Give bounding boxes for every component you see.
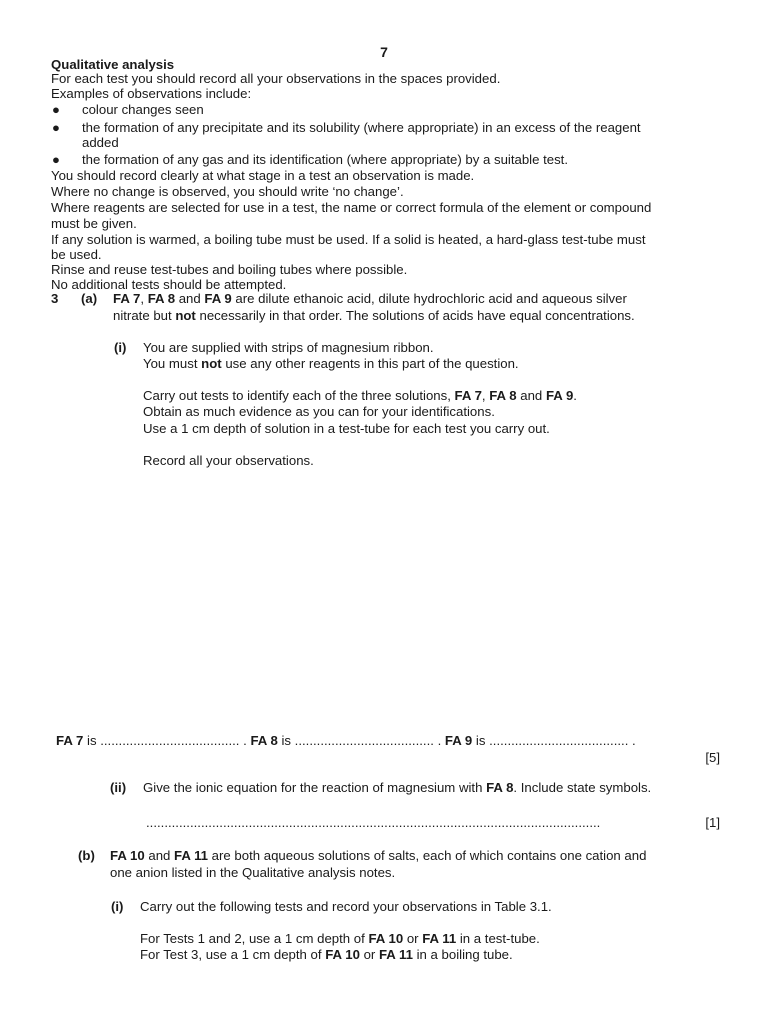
rule-line: If any solution is warmed, a boiling tube must be used. If a solid is heated, a hard-glass test-tube must	[51, 232, 646, 247]
rule-line: Where no change is observed, you should write ‘no change’.	[51, 184, 404, 199]
bullet-icon: ●	[52, 120, 60, 135]
rule-line: You should record clearly at what stage in a test an observation is made.	[51, 168, 475, 183]
identification-answer-line[interactable]: FA 7 is ...................................... . FA 8 is ...................................... . FA 9 is ...................................... .	[56, 733, 636, 748]
b-i-line-1: Carry out the following tests and record your observations in Table 3.1.	[140, 899, 552, 914]
rule-line: Where reagents are selected for use in a test, the name or correct formula of the element or compound	[51, 200, 652, 215]
part-label-b: (b)	[78, 848, 95, 863]
marks-a-ii: [1]	[705, 815, 720, 830]
bullet-item: the formation of any gas and its identification (where appropriate) by a suitable test.	[82, 152, 569, 167]
a-i-line-5: Use a 1 cm depth of solution in a test-tube for each test you carry out.	[143, 421, 550, 436]
bullet-icon: ●	[52, 102, 60, 117]
b-i-line-3: For Test 3, use a 1 cm depth of FA 10 or FA 11 in a boiling tube.	[140, 947, 513, 962]
a-i-line-4: Obtain as much evidence as you can for your identifications.	[143, 404, 495, 419]
a-i-line-1: You are supplied with strips of magnesium ribbon.	[143, 340, 434, 355]
sub-label-a-ii: (ii)	[110, 780, 127, 795]
intro-line-1: For each test you should record all your observations in the spaces provided.	[51, 71, 501, 86]
rule-line: be used.	[51, 247, 102, 262]
a-i-line-6: Record all your observations.	[143, 453, 314, 468]
rule-line: must be given.	[51, 216, 137, 231]
part-label-a: (a)	[81, 291, 98, 306]
part-b-line-2: one anion listed in the Qualitative analysis notes.	[110, 865, 396, 880]
a-i-line-3: Carry out tests to identify each of the three solutions, FA 7, FA 8 and FA 9.	[143, 388, 577, 403]
section-heading: Qualitative analysis	[51, 57, 175, 72]
bullet-item: colour changes seen	[82, 102, 204, 117]
ionic-equation-answer-line[interactable]: ............................................................................................................................	[146, 815, 601, 830]
part-a-line-1: FA 7, FA 8 and FA 9 are dilute ethanoic acid, dilute hydrochloric acid and aqueous silver	[113, 291, 627, 306]
bullet-item: the formation of any precipitate and its solubility (where appropriate) in an excess of the reagent	[82, 120, 641, 135]
b-i-line-2: For Tests 1 and 2, use a 1 cm depth of FA 10 or FA 11 in a test-tube.	[140, 931, 540, 946]
part-a-line-2: nitrate but not necessarily in that order. The solutions of acids have equal concentrations.	[113, 308, 635, 323]
rule-line: Rinse and reuse test-tubes and boiling tubes where possible.	[51, 262, 408, 277]
marks-a-i: [5]	[705, 750, 720, 765]
question-number: 3	[51, 291, 59, 306]
bullet-item-continued: added	[82, 135, 119, 150]
sub-label-b-i: (i)	[111, 899, 124, 914]
part-b-line-1: FA 10 and FA 11 are both aqueous solutions of salts, each of which contains one cation and	[110, 848, 647, 863]
a-ii-text: Give the ionic equation for the reaction of magnesium with FA 8. Include state symbols.	[143, 780, 652, 795]
sub-label-a-i: (i)	[114, 340, 127, 355]
page-number: 7	[380, 44, 388, 60]
a-i-line-2: You must not use any other reagents in this part of the question.	[143, 356, 519, 371]
intro-line-2: Examples of observations include:	[51, 86, 252, 101]
bullet-icon: ●	[52, 152, 60, 167]
rule-line: No additional tests should be attempted.	[51, 277, 287, 292]
